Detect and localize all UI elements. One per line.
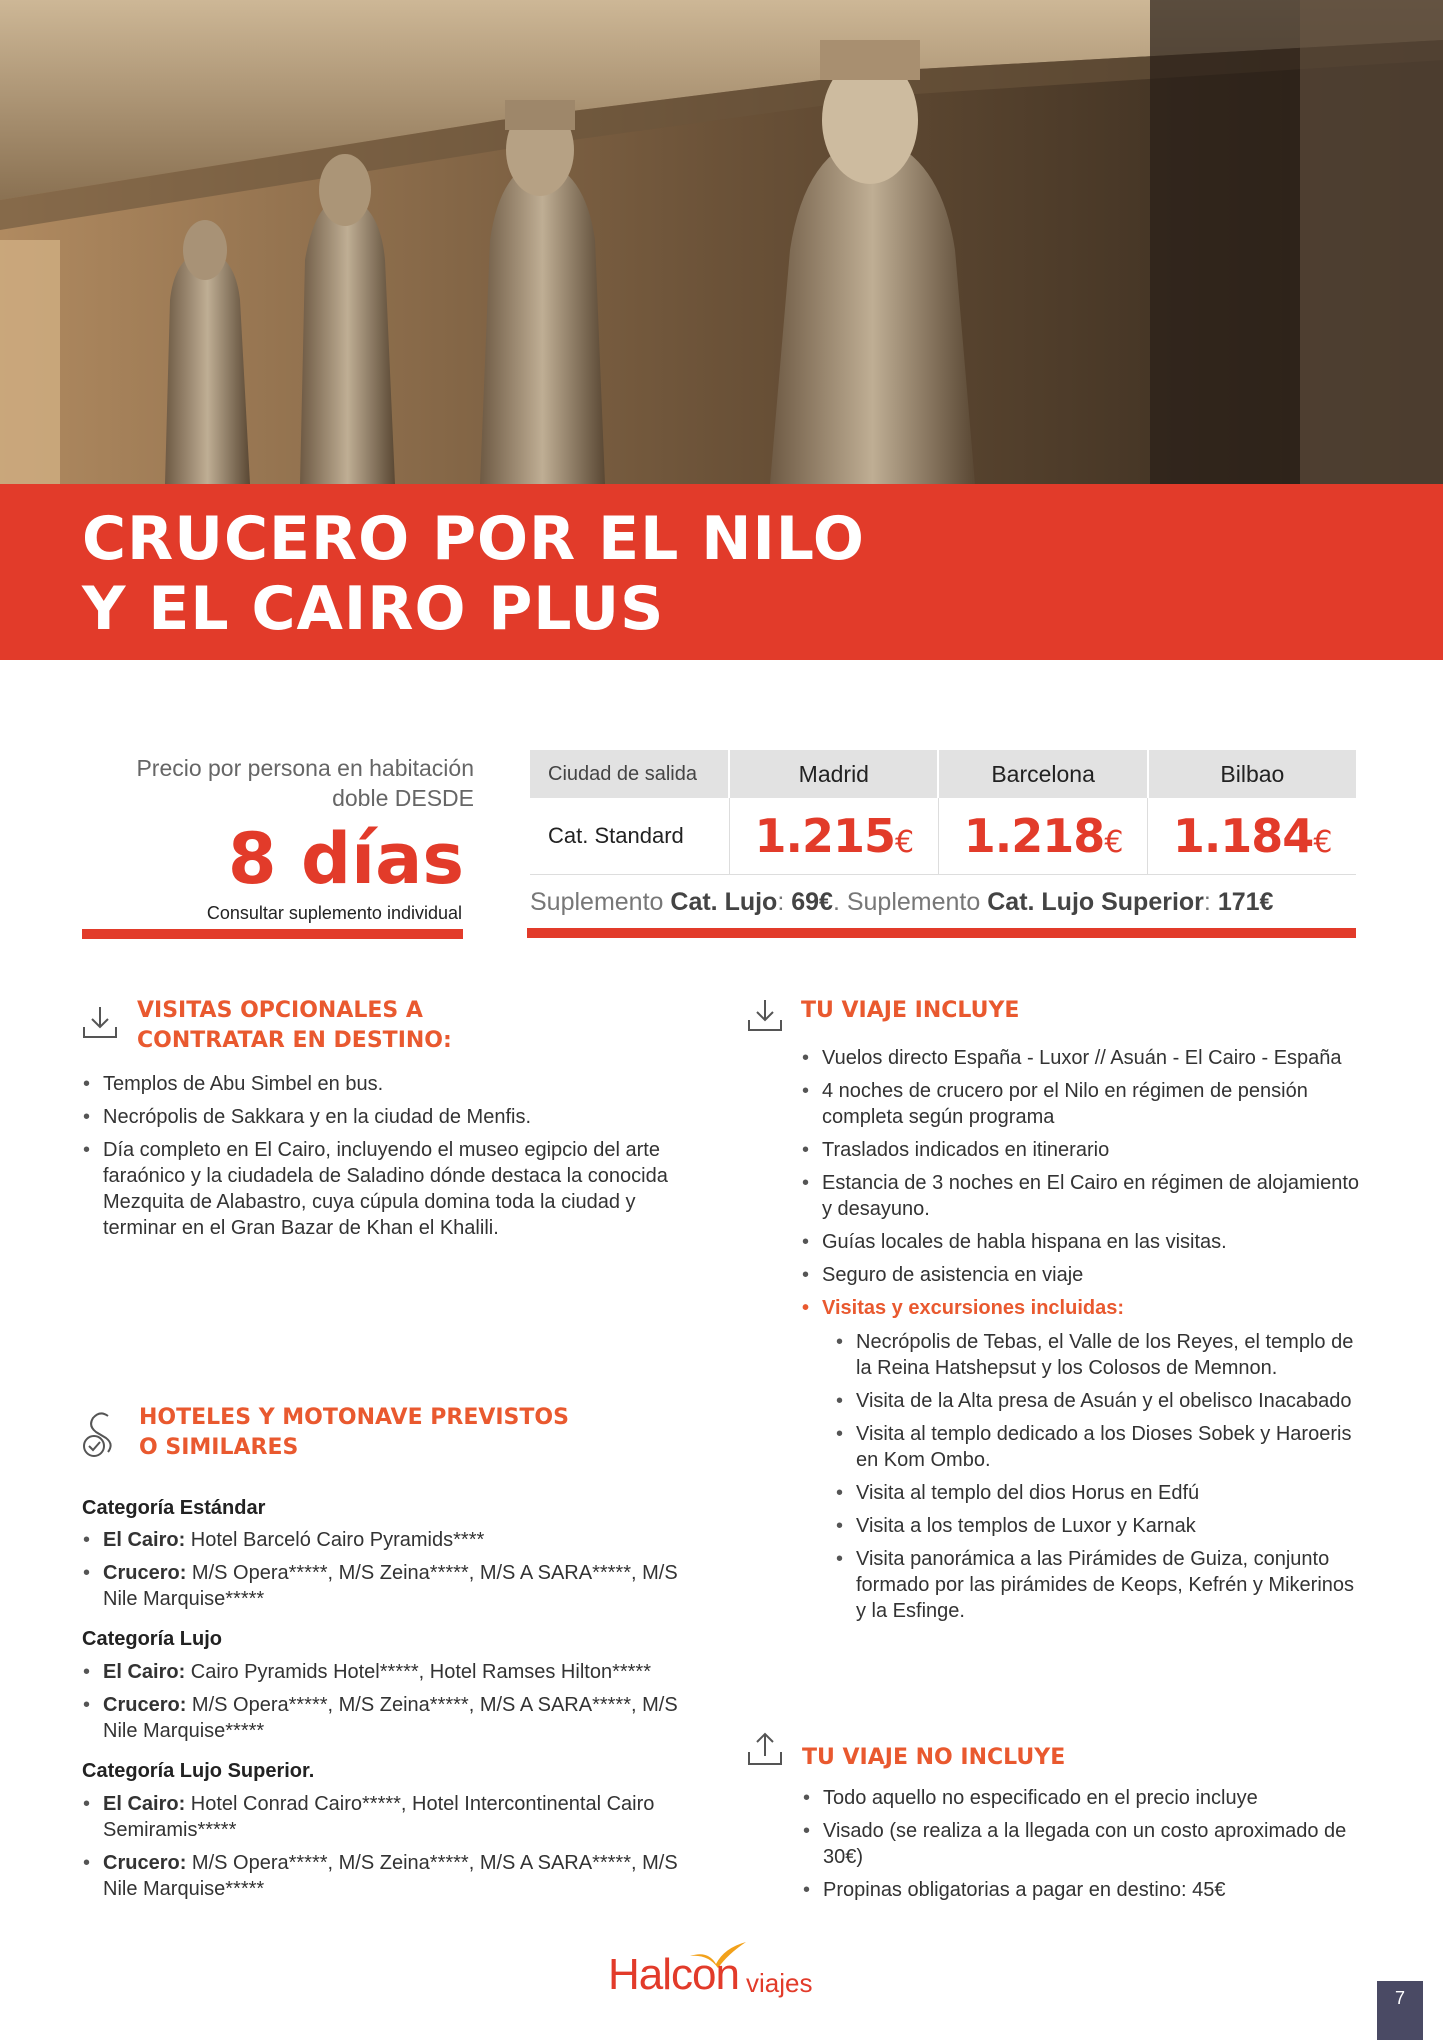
title-line-1: CRUCERO POR EL NILO xyxy=(82,504,865,574)
included-visits-list xyxy=(834,1329,1354,1624)
included-visits-item xyxy=(800,1295,1360,1624)
header-departure-city: Ciudad de salida xyxy=(530,750,729,798)
list-item: • Estancia de 3 noches en El Cairo en régimen de alojamiento y desayuno. xyxy=(800,1170,1360,1222)
list-item: • El Cairo: Hotel Conrad Cairo*****, Hotel Intercontinental Cairo Semiramis***** xyxy=(81,1791,701,1843)
logo-main: Halcon xyxy=(608,1950,739,1999)
price-bilbao: 1.184€ xyxy=(1148,798,1356,875)
header-madrid: Madrid xyxy=(729,750,938,798)
list-item: • Propinas obligatorias a pagar en destino: 45€ xyxy=(801,1877,1361,1903)
list-item: • El Cairo: Hotel Barceló Cairo Pyramids**** xyxy=(81,1527,701,1553)
category-lujo-superior-list xyxy=(81,1791,701,1909)
list-item: • Visita panorámica a las Pirámides de Guiza, conjunto formado por las pirámides de Keops, Kefrén y Mikerinos y la Esfinge. xyxy=(834,1546,1354,1624)
page-number: 7 xyxy=(1377,1981,1423,2040)
trip-duration: 8 días xyxy=(227,818,464,900)
hotels-title: HOTELES Y MOTONAVE PREVISTOS O SIMILARES xyxy=(139,1405,569,1460)
optional-visits-list xyxy=(81,1071,691,1248)
price-madrid: 1.215€ xyxy=(729,798,938,875)
list-item: • Visado (se realiza a la llegada con un costo aproximado de 30€) xyxy=(801,1818,1361,1870)
list-item: • Todo aquello no especificado en el precio incluye xyxy=(801,1785,1361,1811)
category-lujo-superior-heading: Categoría Lujo Superior. xyxy=(82,1760,315,1782)
header-barcelona: Barcelona xyxy=(938,750,1147,798)
list-item: • Traslados indicados en itinerario xyxy=(800,1137,1360,1163)
price-intro-label: Precio por persona en habitación doble DESDE xyxy=(136,755,474,811)
hotel-check-icon xyxy=(80,1410,122,1458)
optional-visits-title: VISITAS OPCIONALES A CONTRATAR EN DESTINO: xyxy=(137,998,452,1053)
category-standard-heading: Categoría Estándar xyxy=(82,1497,266,1519)
price-table-underline xyxy=(527,928,1356,938)
list-item: • Crucero: M/S Opera*****, M/S Zeina*****, M/S A SARA*****, M/S Nile Marquise***** xyxy=(81,1560,701,1612)
list-item: • Visita al templo del dios Horus en Edfú xyxy=(834,1480,1354,1506)
category-lujo-heading: Categoría Lujo xyxy=(82,1628,223,1650)
price-intro-underline xyxy=(82,929,463,939)
list-item: • Crucero: M/S Opera*****, M/S Zeina*****, M/S A SARA*****, M/S Nile Marquise***** xyxy=(81,1850,701,1902)
price-table xyxy=(530,750,1356,875)
price-table-row xyxy=(530,798,1356,875)
list-item: • Templos de Abu Simbel en bus. xyxy=(81,1071,691,1097)
list-item: • Vuelos directo España - Luxor // Asuán - El Cairo - España xyxy=(800,1045,1360,1071)
list-item: • Guías locales de habla hispana en las visitas. xyxy=(800,1229,1360,1255)
includes-title: TU VIAJE INCLUYE xyxy=(801,998,1020,1023)
header-bilbao: Bilbao xyxy=(1148,750,1356,798)
page-title xyxy=(82,504,865,644)
upload-icon xyxy=(745,1730,785,1770)
list-item: • Seguro de asistencia en viaje xyxy=(800,1262,1360,1288)
list-item: • Necrópolis de Sakkara y en la ciudad de Menfis. xyxy=(81,1104,691,1130)
list-item: • Necrópolis de Tebas, el Valle de los Reyes, el templo de la Reina Hatshepsut y los Colosos de Memnon. xyxy=(834,1329,1354,1381)
title-band xyxy=(0,484,1443,660)
title-line-2: Y EL CAIRO PLUS xyxy=(82,574,665,644)
list-item: • Día completo en El Cairo, incluyendo el museo egipcio del arte faraónico y la ciudadela de Saladino dónde destaca la conocida Mezquita de Alabastro, cuya cúpula domina toda la ciudad y terminar en el Gran Bazar de Khan el Khalili. xyxy=(81,1137,691,1241)
download-icon xyxy=(80,1003,120,1043)
list-item: • Crucero: M/S Opera*****, M/S Zeina*****, M/S A SARA*****, M/S Nile Marquise***** xyxy=(81,1692,701,1744)
halcon-viajes-logo xyxy=(608,1940,838,2010)
not-includes-list xyxy=(801,1785,1361,1910)
category-standard-list xyxy=(81,1527,701,1619)
list-item: • Visita a los templos de Luxor y Karnak xyxy=(834,1513,1354,1539)
price-table-header xyxy=(530,750,1356,798)
single-supplement-note: Consultar suplemento individual xyxy=(206,903,462,923)
list-item: • El Cairo: Cairo Pyramids Hotel*****, Hotel Ramses Hilton***** xyxy=(81,1659,701,1685)
hero-photo-temple-statues xyxy=(0,0,1443,484)
list-item: • 4 noches de crucero por el Nilo en régimen de pensión completa según programa xyxy=(800,1078,1360,1130)
price-intro xyxy=(82,753,474,924)
temple-illustration xyxy=(0,0,1443,484)
download-icon xyxy=(745,996,785,1036)
price-barcelona: 1.218€ xyxy=(938,798,1147,875)
row-label-standard: Cat. Standard xyxy=(530,798,729,875)
category-lujo-list xyxy=(81,1659,701,1751)
includes-list xyxy=(800,1045,1360,1631)
supplements-line: Suplemento Cat. Lujo: 69€. Suplemento Cat. Lujo Superior: 171€ xyxy=(530,888,1274,916)
list-item: • Visita de la Alta presa de Asuán y el obelisco Inacabado xyxy=(834,1388,1354,1414)
not-includes-title: TU VIAJE NO INCLUYE xyxy=(802,1745,1066,1770)
list-item: • Visita al templo dedicado a los Dioses Sobek y Haroeris en Kom Ombo. xyxy=(834,1421,1354,1473)
included-visits-title: Visitas y excursiones incluidas: xyxy=(822,1297,1124,1319)
logo-sub: viajes xyxy=(746,1968,813,1998)
